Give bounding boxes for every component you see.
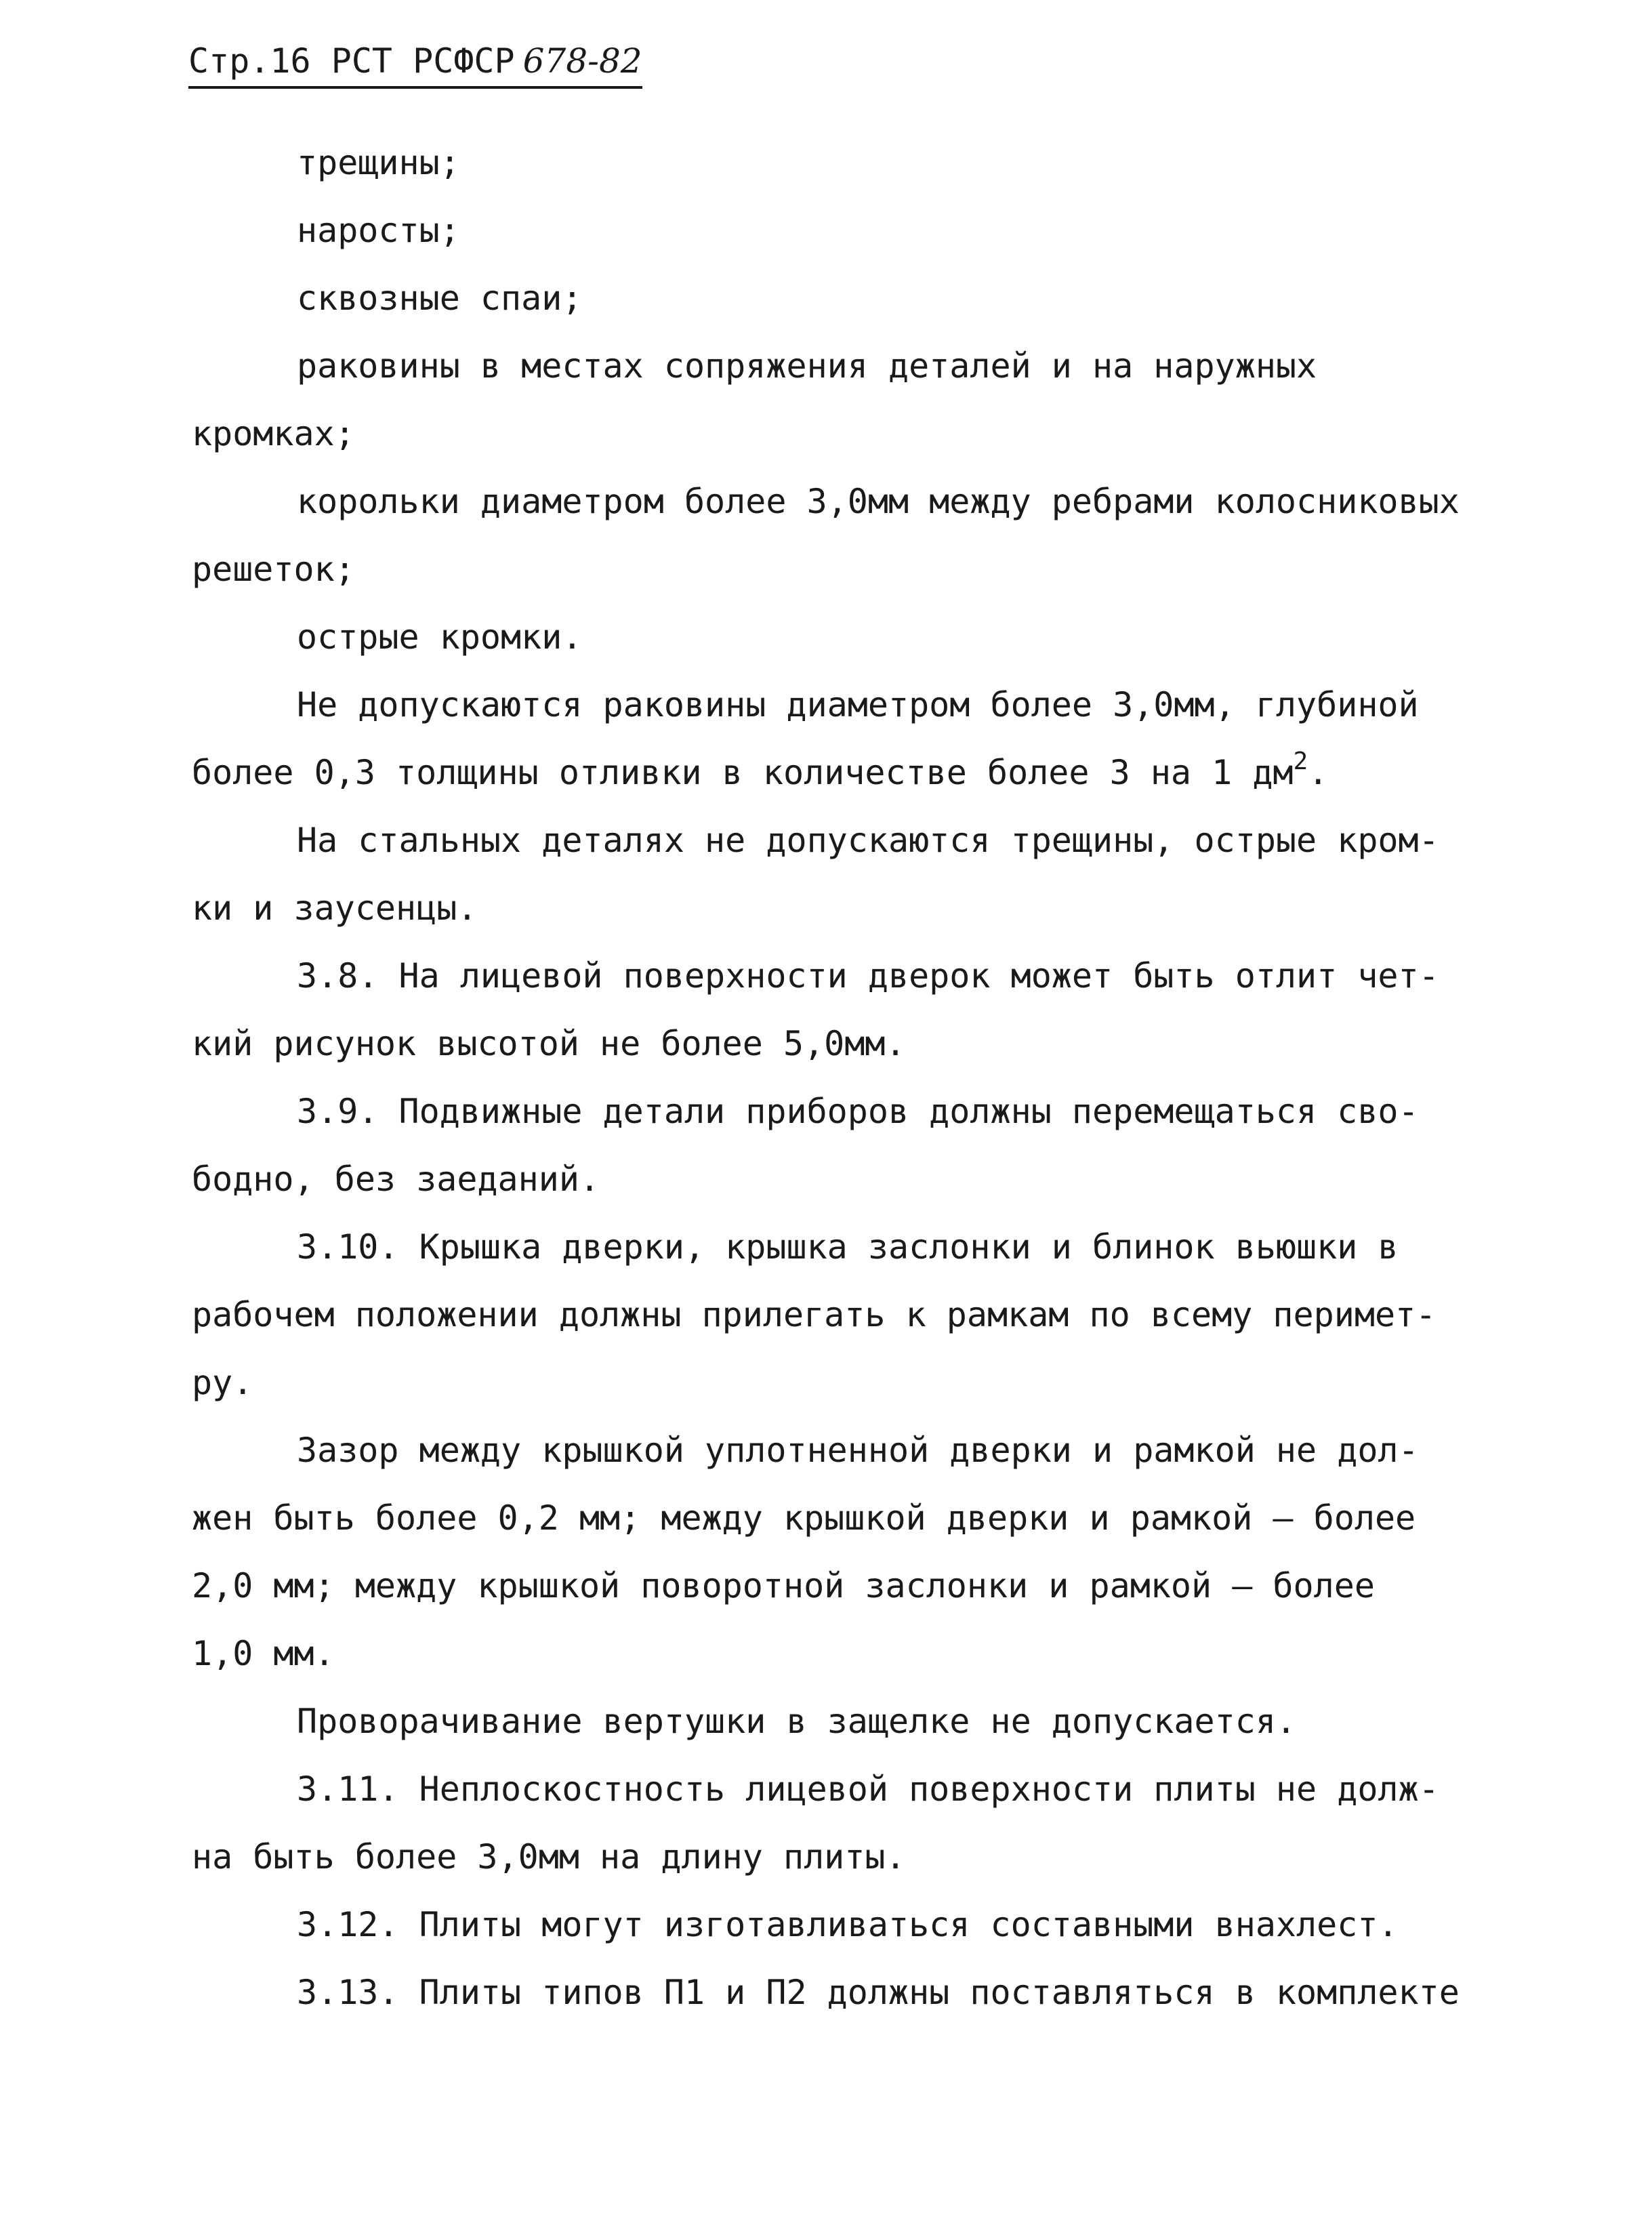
text-line-tail: .: [1308, 753, 1329, 792]
text-line-content: решеток;: [192, 550, 355, 589]
text-line: [192, 1281, 1493, 1349]
page-header: [188, 37, 642, 89]
text-line: [192, 1959, 1493, 2026]
text-line-content: кий рисунок высотой не более 5,0мм.: [192, 1024, 906, 1063]
text-line-content: 3.11. Неплоскостность лицевой поверхности плиты не долж-: [297, 1769, 1439, 1809]
text-line-content: На стальных деталях не допускаются трещины, острые кром-: [297, 821, 1439, 860]
text-line: [192, 1552, 1493, 1620]
text-line: [192, 671, 1493, 739]
text-line-content: 3.13. Плиты типов П1 и П2 должны поставляться в комплекте: [297, 1973, 1460, 2012]
text-line-content: Не допускаются раковины диаметром более 3,0мм, глубиной: [297, 685, 1419, 724]
text-line: [192, 1687, 1493, 1755]
text-line: [192, 1145, 1493, 1213]
text-line-content: ки и заусенцы.: [192, 888, 478, 928]
text-line-content: 3.12. Плиты могут изготавливаться составными внахлест.: [297, 1905, 1399, 1944]
text-line: [192, 942, 1493, 1010]
text-line-content: 3.10. Крышка дверки, крышка заслонки и блинок вьюшки в: [297, 1227, 1399, 1267]
text-line-content: сквозные спаи;: [297, 279, 583, 318]
text-line-content: на быть более 3,0мм на длину плиты.: [192, 1837, 906, 1877]
text-line: [192, 332, 1493, 400]
text-line: [192, 1416, 1493, 1484]
text-line: [192, 1823, 1493, 1891]
text-line-content: корольки диаметром более 3,0мм между ребрами колосниковых: [297, 482, 1460, 521]
text-line: [192, 1213, 1493, 1281]
header-typed-text: Стр.16 РСТ РСФСР: [188, 41, 515, 81]
text-line: [192, 1010, 1493, 1078]
text-line-content: Проворачивание вертушки в защелке не допускается.: [297, 1702, 1297, 1741]
superscript: 2: [1293, 747, 1308, 775]
text-line: [192, 739, 1493, 806]
text-line: [192, 1349, 1493, 1416]
text-line-content: жен быть более 0,2 мм; между крышкой дверки и рамкой – более: [192, 1498, 1416, 1538]
text-line-content: трещины;: [297, 143, 460, 182]
text-line: [192, 1891, 1493, 1959]
text-line: [192, 1620, 1493, 1687]
text-line: [192, 874, 1493, 942]
text-line: [192, 1755, 1493, 1823]
text-line: [192, 603, 1493, 671]
text-line-content: рабочем положении должны прилегать к рамкам по всему перимет-: [192, 1295, 1437, 1334]
text-line: [192, 400, 1493, 468]
text-line-content: 1,0 мм.: [192, 1634, 335, 1673]
text-line-content: кромках;: [192, 414, 355, 453]
text-line: [192, 535, 1493, 603]
text-line-content: 3.8. На лицевой поверхности дверок может быть отлит чет-: [297, 956, 1439, 996]
text-line-content: 2,0 мм; между крышкой поворотной заслонки и рамкой – более: [192, 1566, 1375, 1605]
text-line: [192, 806, 1493, 874]
text-line-content: острые кромки.: [297, 617, 583, 657]
text-line: [192, 1484, 1493, 1552]
text-line-content: ру.: [192, 1363, 253, 1402]
document-body: [192, 129, 1493, 2026]
text-line-content: 3.9. Подвижные детали приборов должны перемещаться сво-: [297, 1092, 1419, 1131]
text-line-content: более 0,3 толщины отливки в количестве более 3 на 1 дм: [192, 753, 1294, 792]
header-handwritten-number: 678-82: [522, 41, 642, 81]
text-line-content: наросты;: [297, 211, 460, 250]
text-line-content: Зазор между крышкой уплотненной дверки и рамкой не дол-: [297, 1431, 1419, 1470]
text-line: [192, 129, 1493, 197]
text-line: [192, 468, 1493, 535]
text-line-content: бодно, без заеданий.: [192, 1160, 600, 1199]
text-line-content: раковины в местах сопряжения деталей и на наружных: [297, 346, 1317, 386]
text-line: [192, 264, 1493, 332]
text-line: [192, 1078, 1493, 1145]
text-line: [192, 197, 1493, 264]
